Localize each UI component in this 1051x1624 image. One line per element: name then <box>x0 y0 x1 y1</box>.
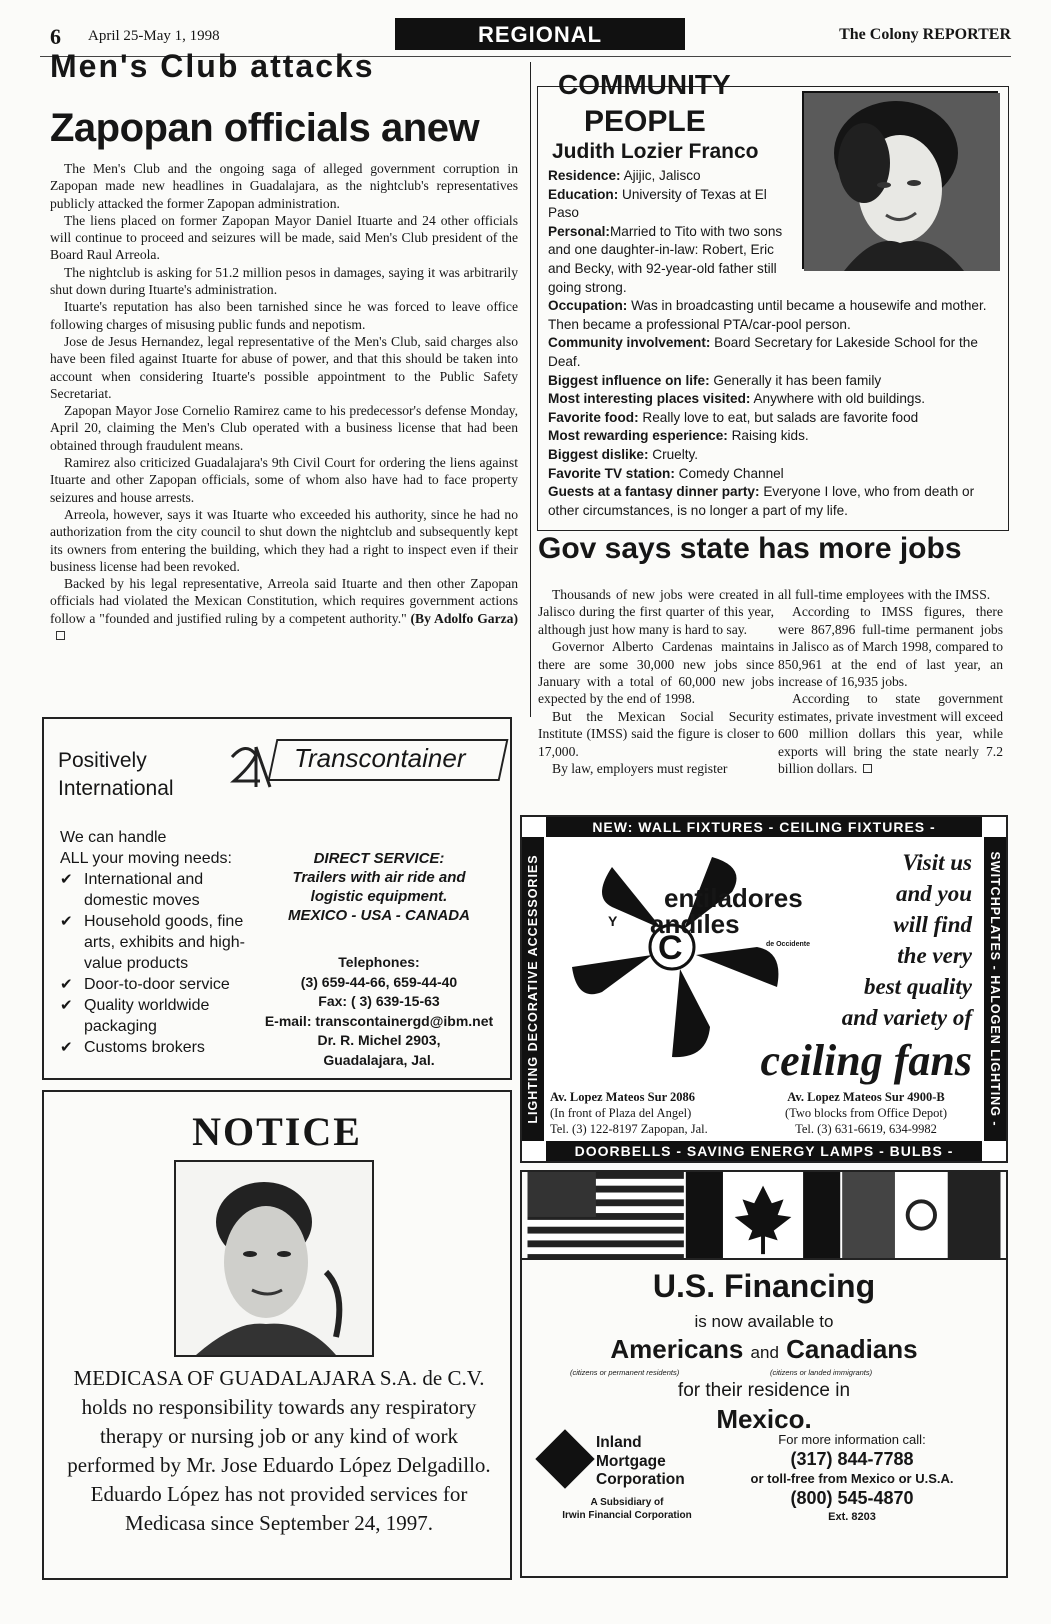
notice-ad <box>42 1090 512 1580</box>
column-rule <box>530 62 531 717</box>
fact-row: Biggest influence on life: Generally it has been family <box>548 372 882 388</box>
lead-kicker: Men's Club attacks <box>50 48 375 84</box>
jobs-headline: Gov says state has more jobs <box>538 532 962 565</box>
inland-logo-icon <box>535 1429 594 1488</box>
services-list <box>60 869 255 1058</box>
lead-paragraph: Backed by his legal representative, Arreola said Ituarte and then other Zapopan officials had violated the Mexican Constitution, which requires government actions follow a "founded and justified ruling by a competent authority." (By Adolfo Garza) <box>50 575 518 644</box>
jobs-paragraph: But the Mexican Social Security Institute (IMSS) said the figure is closer to 17,000. <box>538 708 774 759</box>
bottom-banner: DOORBELLS - SAVING ENERGY LAMPS - BULBS - <box>546 1141 982 1161</box>
fact-row: Residence: Ajijic, Jalisco <box>548 168 701 183</box>
end-mark-icon <box>863 764 872 773</box>
left-banner: LIGHTING DECORATIVE ACCESSORIES <box>522 837 544 1141</box>
page-number: 6 <box>50 24 61 49</box>
jobs-paragraph: Thousands of new jobs were created in Jalisco during the first quarter of this year, although just how many is hard to say. <box>538 587 774 637</box>
fact-row: Guests at a fantasy dinner party: Everyone I love, who from death or other circumstances, is no longer a part of my life. <box>548 484 975 518</box>
svg-text:C: C <box>658 929 683 967</box>
brand-line-1: entiladores <box>664 883 803 913</box>
jobs-paragraph: According to IMSS figures, there were 867,896 full-time permanent jobs in Jalisco as of March 1998, compared to 850,961 at the end of last year, an increase of 16,935 jobs. <box>778 604 1003 690</box>
transcontainer-ad <box>42 717 512 1080</box>
fact-row: Favorite TV station: Comedy Channel <box>548 465 784 481</box>
fact-row: Favorite food: Really love to eat, but salads are favorite food <box>548 409 919 425</box>
financing-title: U.S. Financing <box>652 1268 876 1304</box>
fact-row: Personal:Married to Tito with two sons and one daughter-in-law: Robert, Eric and Becky, with 92-year-old father still going strong. <box>548 223 783 295</box>
service-item: ✔ Quality worldwide packaging <box>60 995 255 1037</box>
ad-intro: We can handle ALL your moving needs: <box>60 829 232 867</box>
lead-paragraph: The Men's Club and the ongoing saga of alleged government corruption in Zapopan made new headlines in Guadalajara, as the nightclub's representatives publicly attacked the former Zapopan administration. <box>50 161 518 211</box>
country-line: Mexico. <box>716 1404 812 1434</box>
paper-name: The Colony REPORTER <box>839 26 1011 43</box>
fact-row: Education: University of Texas at El Paso <box>548 186 767 221</box>
community-people-box <box>537 69 1009 531</box>
financing-ad <box>520 1170 1008 1578</box>
lead-paragraph: Jose de Jesus Hernandez, legal representative of the Men's Club, said charges also have been filed against Ituarte for abuse of power, and that this should be taken into account when considering Ituarte's possible appointment to the Public Safety Secretariat. <box>50 333 518 401</box>
service-item: ✔ Household goods, fine arts, exhibits and high-value products <box>60 911 255 974</box>
fact-row: Community involvement: Board Secretary for Lakeside School for the Deaf. <box>548 335 978 369</box>
service-item: ✔ Door-to-door service <box>60 974 255 995</box>
lead-paragraph: Ituarte's reputation has also been tarnished since he was forced to leave office following charges of misusing public funds and nepotism. <box>50 299 518 332</box>
us-flag-icon <box>528 1172 684 1258</box>
lead-paragraph: The nightclub is asking for 51.2 million pesos in damages, saying it was arbitrarily shut down during Ituarte's administration. <box>50 264 518 298</box>
script-tagline: Visit us and you will find the very best quality and variety of <box>841 850 972 1030</box>
logo-wordmark: Transcontainer <box>294 743 466 773</box>
address-right: Av. Lopez Mateos Sur 4900-B (Two blocks from Office Depot) Tel. (3) 631-6619, 634-9982 <box>784 1090 948 1136</box>
brand-line-2: andiles <box>650 909 740 939</box>
direct-service: DIRECT SERVICE: Trailers with air ride and logistic equipment. MEXICO - USA - CANADA <box>288 850 470 924</box>
ceiling-fan-icon <box>562 835 782 1065</box>
lead-headline: Zapopan officials anew <box>50 106 480 150</box>
address-left: Av. Lopez Mateos Sur 2086 (In front of Plaza del Angel) Tel. (3) 122-8197 Zapopan, Jal. <box>550 1090 708 1136</box>
fact-row: Most interesting places visited: Anywhere with old buildings. <box>548 391 926 407</box>
ceiling-fans-title: ceiling fans <box>760 1036 972 1085</box>
financing-subtitle: is now available to <box>694 1312 834 1331</box>
residence-line: for their residence in <box>677 1380 851 1401</box>
jobs-paragraph: According to state government estimates, private investment will exceed 600 million dollars this year, while exports will bring the state nearly 7.2 billion dollars. <box>778 691 1003 777</box>
call-info: For more information call: (317) 844-7788 or toll-free from Mexico or U.S.A. (800) 545-4870 Ext. 8203 <box>750 1432 954 1523</box>
jobs-paragraph: Governor Alberto Cardenas maintains there are some 30,000 new jobs since January with a total of 60,000 new jobs expected by the end of 1998. <box>538 639 774 707</box>
ad-brand: Positively International <box>58 749 174 800</box>
lead-article <box>50 160 518 644</box>
brand-subtitle: de Occidente <box>766 941 810 948</box>
service-item: ✔ Customs brokers <box>60 1037 255 1058</box>
fact-row: Occupation: Was in broadcasting until became a housewife and mother. Then became a professional PTA/car-pool person. <box>548 298 987 332</box>
note-left: (citizens or permanent residents) <box>570 1368 680 1377</box>
top-banner: NEW: WALL FIXTURES - CEILING FIXTURES - <box>546 817 982 837</box>
transcontainer-logo-icon <box>226 737 276 793</box>
service-item: ✔ International and domestic moves <box>60 869 255 911</box>
note-right: (citizens or landed immigrants) <box>770 1368 873 1377</box>
jobs-paragraph: all full-time employees with the IMSS. <box>778 587 991 602</box>
jobs-column-2 <box>778 586 1003 777</box>
brand-connector: Y <box>608 913 618 929</box>
right-banner: SWITCHPLATES - HALOGEN LIGHTING - <box>984 837 1006 1141</box>
end-mark-icon <box>56 631 65 640</box>
fact-row: Most rewarding esperience: Raising kids. <box>548 428 809 444</box>
contact-info: Telephones: (3) 659-44-66, 659-44-40 Fax: ( 3) 639-15-63 E-mail: transcontainergd@ibm.net Dr. R. Michel 2903, Guadalajara, Jal. <box>264 954 494 1068</box>
lead-paragraph: Ramirez also criticized Guadalajara's 9th Civil Court for ordering the liens against Ituarte and other Zapopan officials, some of whom also have had to face property seizures and house arrests. <box>50 455 518 505</box>
notice-title: NOTICE <box>192 1109 362 1154</box>
flags-icon <box>522 1172 1006 1260</box>
people-name: Judith Lozier Franco <box>552 140 759 163</box>
company-name: Inland Mortgage Corporation <box>596 1434 685 1488</box>
people-facts <box>548 167 1003 520</box>
people-title: PEOPLE <box>584 105 706 138</box>
lead-paragraph: Zapopan Mayor Jose Cornelio Ramirez came to his predecessor's defense Monday, April 20, claiming the Men's Club operated with a business license that had been obtained through fraudulent means. <box>50 403 518 453</box>
jobs-column-1 <box>538 586 774 777</box>
subsidiary-note: A Subsidiary of Irwin Financial Corporation <box>562 1497 692 1521</box>
lead-paragraph: The liens placed on former Zapopan Mayor Daniel Ituarte and 24 other officials will continue to proceed and seizures will be made, said Men's Club president of the Board Raul Arreola. <box>50 212 518 263</box>
section-banner: REGIONAL <box>395 18 685 50</box>
notice-photo <box>174 1160 374 1357</box>
jobs-paragraph: By law, employers must register <box>552 761 728 777</box>
people-kicker: COMMUNITY <box>558 69 731 100</box>
audience-line: Americans and Canadians <box>610 1334 918 1364</box>
ventiladores-ad <box>520 815 1008 1163</box>
fact-row: Biggest dislike: Cruelty. <box>548 446 699 462</box>
notice-body: MEDICASA OF GUADALAJARA S.A. de C.V. holds no responsibility towards any respiratory therapy or nursing job or any kind of work performed by Mr. Jose Eduardo López Delgadillo. Eduardo López has not provided services for Medicasa since September 24, 1997. <box>67 1366 491 1535</box>
issue-date: April 25-May 1, 1998 <box>88 28 220 44</box>
byline: (By Adolfo Garza) <box>410 610 518 626</box>
lead-paragraph: Arreola, however, says it was Ituarte who exceeded his authority, since he had no authorization from the city council to shut down the nightclub and subsequently kept its owners from entering the building, which they had a right to inspect even if their business license had been revoked. <box>50 506 518 574</box>
